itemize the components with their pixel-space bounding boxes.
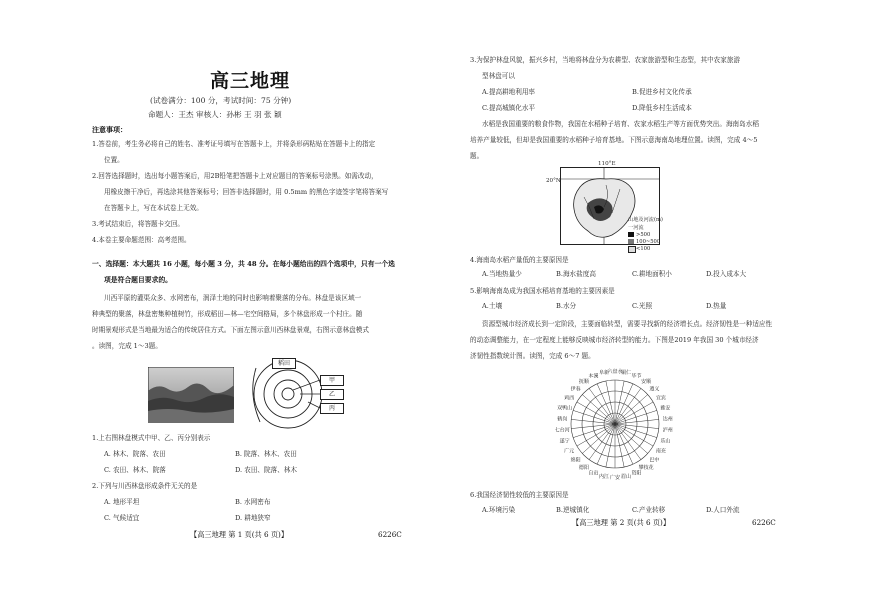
radar-spoke: [582, 424, 615, 453]
question-1: 1.上右图林盘模式中甲、乙、丙分别表示: [92, 434, 211, 442]
page-title: 高三地理: [210, 70, 291, 92]
q4-option-c: C.耕地面积小: [632, 270, 672, 278]
radar-city-label: 广元: [564, 448, 575, 455]
radar-city-label: 资阳: [631, 470, 642, 477]
notice-line: 在答题卡上，写在本试卷上无效。: [104, 204, 203, 212]
radar-city-label: 达州: [662, 416, 673, 423]
radar-city-label: 巴中: [649, 457, 660, 464]
economic-resilience-radar: [540, 364, 690, 484]
passage2-line: 水稻是我国重要的粮食作物，我国在水稻种子培育、农家水稻生产等方面优势突出。海南岛水稻: [482, 120, 759, 128]
radar-spoke: [582, 395, 615, 424]
radar-city-label: 攀枝花: [638, 464, 654, 471]
notice-line: 3.考试结束后，将答题卡交回。: [92, 220, 185, 228]
page-footer-left: 【高三地理 第 1 页(共 6 页)】: [190, 530, 289, 539]
radar-city-label: 六盘水: [607, 369, 623, 375]
exam-meta-2: 命题人：王杰 审核人：孙彬 王 羽 张 颖: [148, 110, 282, 119]
exam-meta-1: (试卷满分：100 分，考试时间：75 分钟): [150, 96, 292, 105]
q2-option-c: C. 气候适宜: [104, 514, 140, 522]
page-code-left: 6226C: [378, 530, 402, 539]
passage2-line: 培养产量较低，但却是我国重要的水稻种子培育基地。下图示意海南岛地理位置。读图，完成 4～5: [470, 136, 758, 144]
radar-city-label: 遂宁: [559, 438, 570, 445]
q6-option-b: B.逆城镇化: [556, 506, 590, 514]
q3-option-d: D.降低乡村生活成本: [632, 104, 692, 112]
q5-option-d: D.热量: [706, 302, 727, 310]
map-legend-mid: 100~500: [636, 239, 661, 245]
notice-heading: 注意事项：: [92, 125, 127, 134]
radar-city-label: 七台河: [554, 427, 570, 434]
question-4: 4.海南岛水稻产量低的主要原因是: [470, 256, 569, 264]
legend-swatch-high: [628, 232, 634, 237]
passage3-line: 的动态调整能力，在一定程度上能够反映城市经济转型的能力。下图是2019 年我国 30 个城市经济: [470, 336, 759, 344]
notice-line: 用橡皮擦干净后，再选涂其他答案标号；回答非选择题时，用 0.5mm 的黑色字迹签字笔将答案写: [104, 188, 389, 196]
radar-city-label: 本溪: [588, 373, 599, 380]
q4-option-b: B.海水盐度高: [556, 270, 596, 278]
q5-option-c: C.光照: [632, 302, 653, 310]
radar-spoke: [615, 395, 648, 424]
q6-option-d: D.人口外流: [706, 506, 740, 514]
passage3-line: 资源型城市经济成长到一定阶段，主要面临转型，需要寻找新的经济增长点。经济韧性是一种适应性: [482, 320, 773, 328]
q3-option-b: B.促进乡村文化传承: [632, 88, 692, 96]
map-latitude-label: 20°N: [546, 178, 561, 184]
q2-option-a: A. 地形平坦: [104, 498, 140, 506]
radar-city-label: 鹤岗: [557, 416, 568, 423]
diagram-label-paddy: 稻田: [272, 358, 296, 369]
legend-swatch-mid: [628, 239, 634, 244]
q1-option-d: D. 农田、院落、林木: [235, 466, 297, 474]
passage3-line: 济韧性指数统计图。读图，完成 6～7 题。: [470, 352, 595, 360]
q1-option-a: A. 林木、院落、农田: [104, 450, 166, 458]
section-heading: 一、选择题：本大题共 16 小题，每小题 3 分，共 48 分。在每小题给出的四个选项中，只有一个选: [92, 260, 395, 268]
radar-city-label: 乐山: [660, 438, 671, 445]
q2-option-b: B. 水网密布: [235, 498, 271, 506]
q5-option-a: A.土壤: [482, 302, 503, 310]
radar-city-label: 眉山: [621, 473, 632, 480]
passage2-line: 题。: [470, 152, 484, 160]
radar-city-label: 宜宾: [655, 395, 666, 402]
radar-city-label: 遵义: [649, 386, 660, 393]
map-legend-terrain: 山地及河流(m): [628, 217, 663, 223]
question-2: 2.下列与川西林盘形成条件无关的是: [92, 482, 198, 490]
radar-city-label: 安顺: [641, 379, 652, 386]
q5-option-b: B.水分: [556, 302, 577, 310]
q3-option-a: A.提高耕地利用率: [482, 88, 536, 96]
radar-city-label: 德阳: [578, 464, 589, 471]
page-footer-right: 【高三地理 第 2 页(共 6 页)】: [572, 518, 671, 527]
radar-city-label: 阜新: [598, 370, 609, 377]
diagram-label-a: 甲: [320, 375, 344, 386]
question-3-cont: 型林盘可以: [482, 72, 515, 80]
passage-line: 川西平原的灌渠众多、水网密布，润泽土地的同时也影响着聚落的分布。林盘是该区域一: [104, 294, 362, 302]
q2-option-d: D. 耕地狭窄: [235, 514, 271, 522]
legend-swatch-low: [628, 246, 636, 253]
diagram-label-b: 乙: [320, 389, 344, 400]
map-legend-river: 一河流: [628, 225, 644, 231]
q6-option-a: A.环境污染: [482, 506, 516, 514]
q3-option-c: C.提高城镇化水平: [482, 104, 536, 112]
radar-city-label: 毕节: [631, 373, 642, 380]
question-3: 3.为保护林盘风貌，振兴乡村，当地将林盘分为农耕型、农家旅游型和生态型，其中农家旅游: [470, 56, 741, 64]
radar-city-label: 雅安: [660, 405, 671, 412]
radar-city-label: 鸡西: [564, 395, 575, 402]
radar-city-label: 南充: [655, 448, 666, 455]
map-longitude-label: 110°E: [598, 161, 616, 167]
notice-line: 2.回答选择题时，选出每小题答案后，用2B铅笔把答题卡上对应题目的答案标号涂黑。如需改动，: [92, 172, 378, 180]
radar-city-label: 广安: [609, 475, 621, 481]
question-5: 5.影响海南岛成为我国水稻培育基地的主要因素是: [470, 287, 615, 295]
passage-line: 。读图，完成 1～3题。: [92, 342, 162, 350]
radar-city-label: 绵阳: [570, 457, 581, 464]
linpan-photo: [148, 367, 234, 423]
notice-line: 1.答卷前，考生务必将自己的姓名、准考证号填写在答题卡上，并将条形码粘贴在答题卡上的指定: [92, 140, 376, 148]
radar-city-label: 铜仁: [621, 370, 632, 377]
radar-city-label: 泸州: [662, 427, 673, 434]
q1-option-c: C. 农田、林木、院落: [104, 466, 166, 474]
passage-line: 时期景观形式是当地最为适合的传统居住方式。下面左图示意川西林盘景观，右图示意林盘模式: [92, 326, 369, 334]
q6-option-c: C.产业转移: [632, 506, 666, 514]
radar-city-label: 双鸭山: [557, 405, 573, 412]
question-6: 6.我国经济韧性较低的主要原因是: [470, 491, 569, 499]
radar-spoke: [615, 424, 648, 453]
passage-line: 种典型的聚落，林盘密集种植树竹，形成稻田—林—宅空间格局，多个林盘形成一个村庄。随: [92, 310, 363, 318]
q4-option-a: A.当地热量少: [482, 270, 522, 278]
diagram-label-c: 丙: [320, 403, 344, 414]
map-legend-high: >500: [636, 232, 651, 238]
q1-option-b: B. 院落、林木、农田: [235, 450, 297, 458]
notice-line: 4.本卷主要命题范围：高考范围。: [92, 236, 191, 244]
radar-city-label: 自贡: [588, 470, 599, 477]
q4-option-d: D.投入成本大: [706, 270, 747, 278]
radar-city-label: 内江: [598, 473, 609, 480]
section-heading-cont: 项是符合题目要求的。: [104, 276, 172, 284]
map-legend-low: <100: [636, 246, 651, 252]
notice-line: 位置。: [104, 156, 124, 164]
radar-city-label: 伊春: [570, 386, 581, 393]
radar-city-label: 抚顺: [578, 379, 589, 386]
page-code-right: 6226C: [752, 518, 776, 527]
